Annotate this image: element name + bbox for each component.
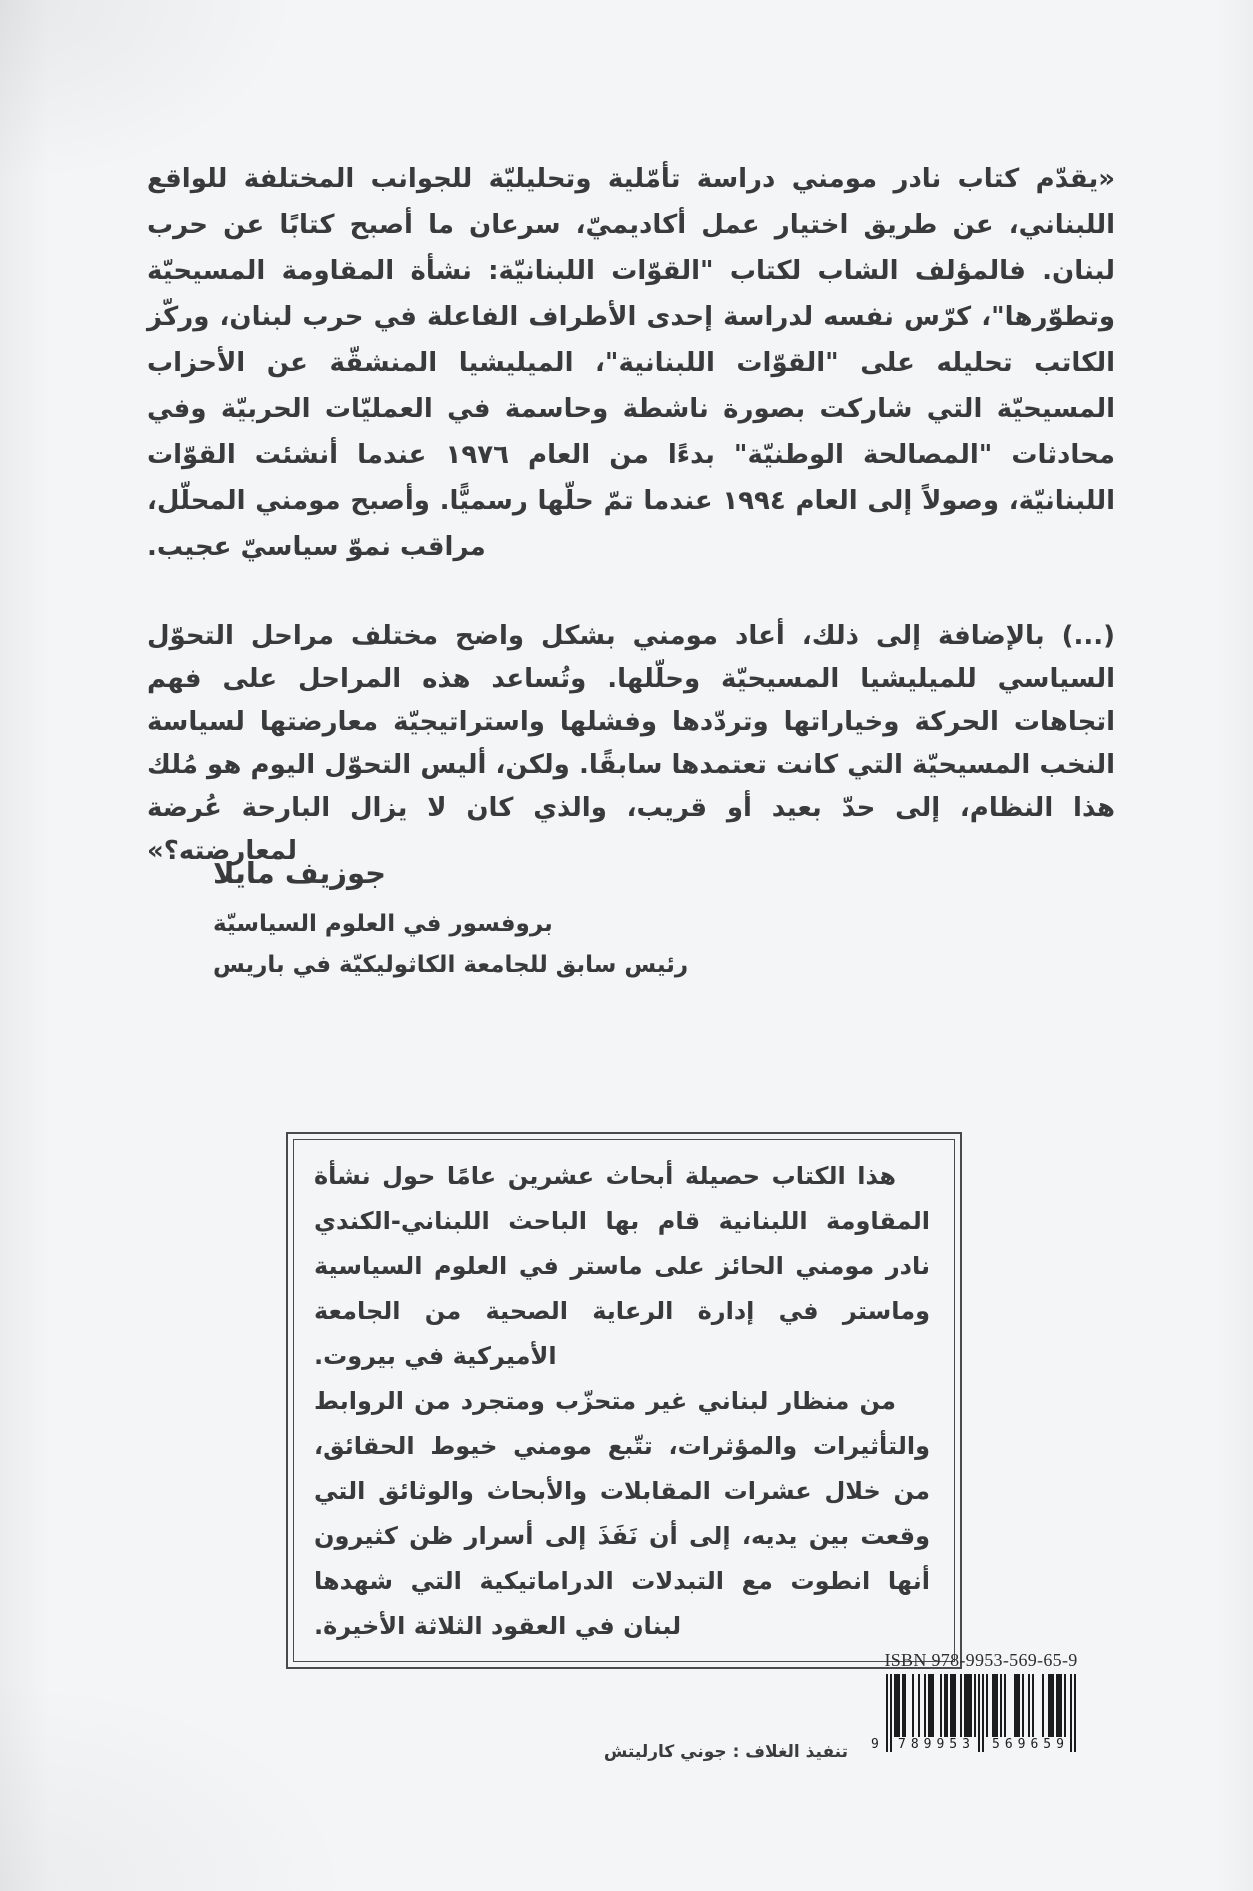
barcode-digit-group-2: 789953 bbox=[898, 1737, 975, 1752]
reviewer-name: جوزيف مايلا bbox=[213, 856, 387, 890]
reviewer-title-1: بروفسور في العلوم السياسيّة bbox=[213, 911, 553, 937]
reviewer-signature bbox=[213, 856, 688, 986]
barcode-digit-1: 9 bbox=[871, 1737, 884, 1752]
review-paragraph-1: «يقدّم كتاب نادر مومني دراسة تأمّلية وتحليليّة للجوانب المختلفة للواقع اللبناني، عن طريق اختيار عمل أكاديميّ، سرعان ما أصبح كتابًا عن حرب لبنان. فالمؤلف الشاب لكتاب "القوّات اللبنانيّة: نشأة المقاومة المسيحيّة وتطوّرها"، كرّس نفسه لدراسة إحدى الأطراف الفاعلة في حرب لبنان، وركّز الكاتب تحليله على "القوّات اللبنانية"، الميليشيا المنشقّة عن الأحزاب المسيحيّة التي شاركت بصورة ناشطة وحاسمة في العمليّات الحربيّة وفي محادثات "المصالحة الوطنيّة" بدءًا من العام ١٩٧٦ عندما أنشئت القوّات اللبنانيّة، وصولاً إلى العام ١٩٩٤ عندما تمّ حلّها رسميًّا. وأصبح مومني المحلّل، مراقب نموّ سياسيّ عجيب. bbox=[147, 164, 1115, 562]
about-paragraph-1: هذا الكتاب حصيلة أبحاث عشرين عامًا حول نشأة المقاومة اللبنانية قام بها الباحث اللبناني-الكندي نادر مومني الحائز على ماستر في العلوم السياسية وماستر في إدارة الرعاية الصحية من الجامعة الأميركية في بيروت. bbox=[314, 1162, 930, 1370]
about-the-book-box-inner bbox=[293, 1139, 955, 1662]
barcode-digit-group-3: 569659 bbox=[992, 1737, 1069, 1752]
reviewer-title-2: رئيس سابق للجامعة الكاثوليكيّة في باريس bbox=[213, 952, 689, 978]
barcode-digits bbox=[871, 1737, 1076, 1754]
cover-credit: تنفيذ الغلاف : جوني كارليتش bbox=[603, 1742, 848, 1762]
about-the-book-box bbox=[286, 1132, 962, 1669]
barcode bbox=[871, 1674, 1076, 1754]
review-paragraph-2: (...) بالإضافة إلى ذلك، أعاد مومني بشكل واضح مختلف مراحل التحوّل السياسي للميليشيا المسيحيّة وحلّلها. وتُساعد هذه المراحل على فهم اتجاهات الحركة وخياراتها وتردّدها وفشلها واستراتيجيّة معارضتها لسياسة النخب المسيحيّة التي كانت تعتمدها سابقًا. ولكن، أليس التحوّل اليوم هو مُلك هذا النظام، إلى حدّ بعيد أو قريب، والذي كان لا يزال البارحة عُرضة لمعارضته؟» bbox=[147, 621, 1115, 866]
isbn-barcode-block bbox=[871, 1650, 1081, 1754]
isbn-label: ISBN 978-9953-569-65-9 bbox=[884, 1650, 1078, 1670]
about-paragraph-2: من منظار لبناني غير متحزّب ومتجرد من الروابط والتأثيرات والمؤثرات، تتّبع مومني خيوط الحقائق، من خلال عشرات المقابلات والأبحاث والوثائق التي وقعت بين يديه، إلى أن نَفَذَ إلى أسرار ظن كثيرون أنها انطوت مع التبدلات الدراماتيكية التي شهدها لبنان في العقود الثلاثة الأخيرة. bbox=[314, 1387, 930, 1640]
